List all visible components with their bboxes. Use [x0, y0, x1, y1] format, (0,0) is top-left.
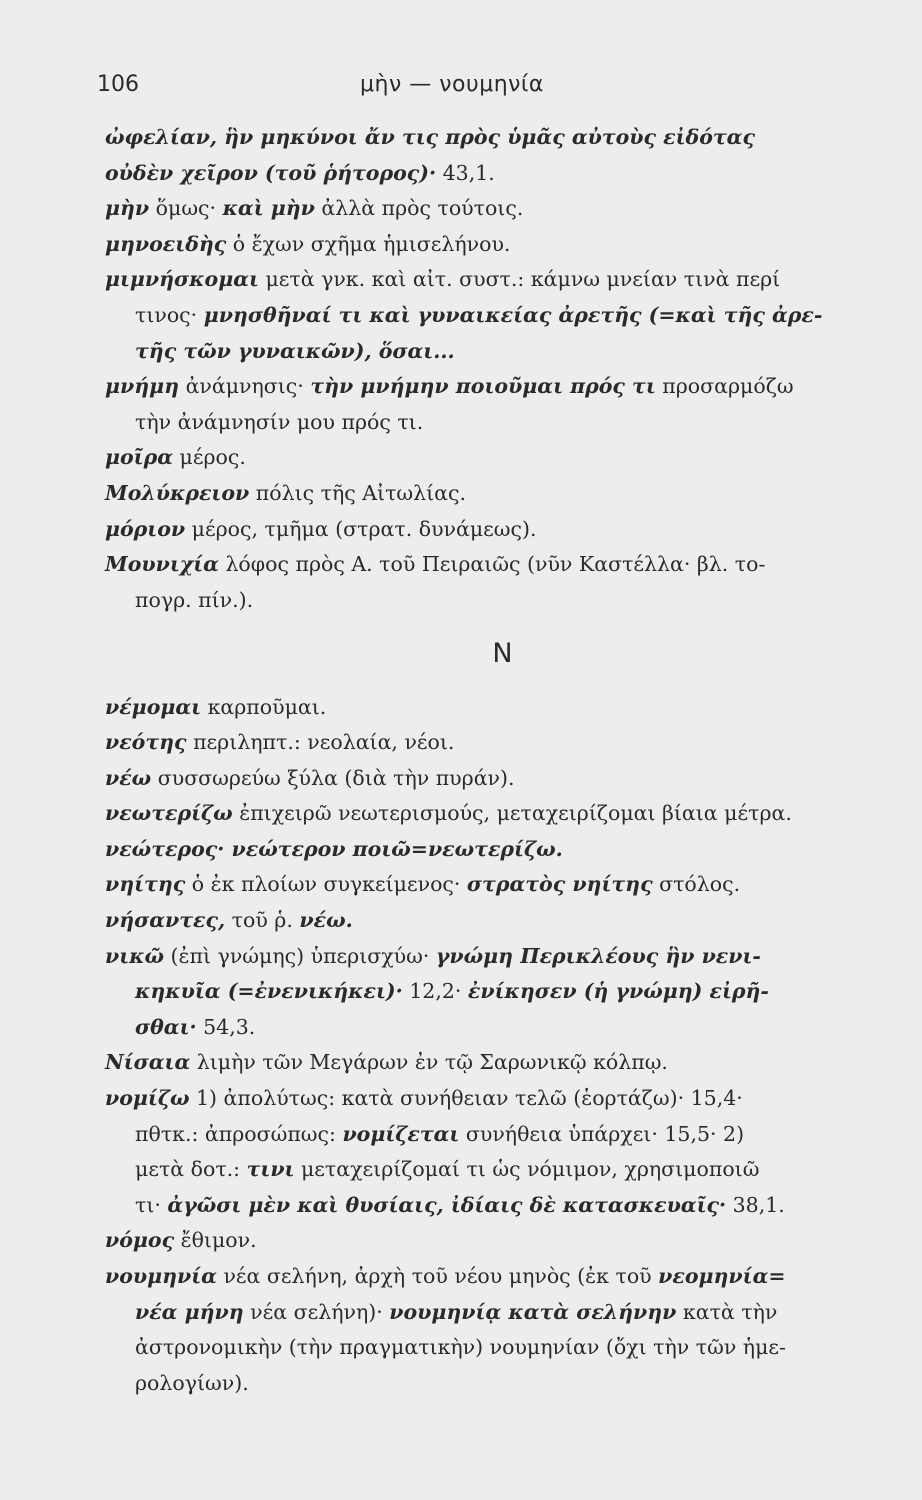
definition: συνήθεια ὑπάρχει· 15,5· 2): [459, 1121, 745, 1146]
example: μνησθῆναί τι καὶ γυναικείας ἀρετῆς (=καὶ τῆς ἀρε-: [203, 302, 823, 327]
entry-continuation: [105, 298, 875, 334]
example: νέα μήνη: [135, 1299, 244, 1324]
entry-neoterizo: [105, 796, 875, 832]
dictionary-body: [105, 120, 875, 1401]
example: νομίζεται: [342, 1121, 460, 1146]
definition: καρποῦμαι.: [201, 694, 327, 719]
entry-continuation: [105, 405, 875, 441]
definition: λόφος πρὸς Α. τοῦ Πειραιῶς (νῦν Καστέλλα· βλ. το-: [218, 552, 766, 577]
entry-neoteros: [105, 832, 875, 868]
definition: ὁ ἐκ πλοίων συγκείμενος·: [185, 872, 467, 897]
example: ἀγῶσι μὲν καὶ θυσίαις, ἰδίαις δὲ κατασκευαῖς·: [167, 1192, 727, 1217]
headword: νεώτερος· νεώτερον ποιῶ=νεωτερίζω.: [105, 836, 563, 861]
definition: ὁ ἔχων σχῆμα ἡμισελήνου.: [226, 231, 511, 256]
entry-continuation: [105, 1010, 875, 1046]
reference: 38,1.: [726, 1192, 785, 1217]
entry-neo: [105, 761, 875, 797]
example: στρατὸς νηίτης: [466, 872, 653, 897]
headword: μὴν: [105, 196, 150, 221]
definition: λιμὴν τῶν Μεγάρων ἐν τῷ Σαρωνικῷ κόλπῳ.: [190, 1050, 668, 1075]
entry-continuation: [105, 1330, 875, 1366]
headword: νουμηνία: [105, 1264, 217, 1288]
headword: νικῶ: [105, 943, 165, 968]
example: γνώμη Περικλέους ἣν νενι-: [435, 943, 761, 968]
headword: νομίζω: [105, 1086, 190, 1111]
entry-moira: [105, 440, 875, 476]
entry-nemomai: [105, 690, 875, 726]
entry-mimneskomai: [105, 262, 875, 298]
definition: τὴν ἀνάμνησίν μου πρός τι.: [135, 409, 424, 434]
headword: μιμνήσκομαι: [105, 267, 259, 292]
example: νεομηνία=: [658, 1264, 786, 1288]
entry-continuation: [105, 120, 875, 156]
entry-molykreion: [105, 476, 875, 512]
headword: μνήμη: [105, 374, 180, 399]
page-number: 106: [97, 72, 139, 97]
term-italic: ὠφελίαν, ἣν μηκύνοι ἄν τις πρὸς ὑμᾶς αὐτοὺς εἰδότας: [105, 125, 755, 149]
headword: μόριον: [105, 516, 186, 541]
entry-continuation: [105, 1152, 875, 1188]
entry-niko: [105, 939, 875, 975]
entry-mneme: [105, 369, 875, 405]
definition: πόλις τῆς Αἰτωλίας.: [249, 480, 467, 505]
definition: μετὰ δοτ.:: [135, 1157, 247, 1182]
headword: νεωτερίζω: [105, 801, 233, 826]
entry-continuation: [105, 334, 875, 370]
entry-nomos: [105, 1223, 875, 1259]
headword: νόμος: [105, 1228, 175, 1253]
entry-neites: [105, 867, 875, 903]
example: νέω.: [299, 908, 353, 933]
headword: μηνοειδὴς: [105, 231, 227, 256]
headword: νεότης: [105, 730, 187, 755]
example: κηκυῖα (=ἐνενικήκει)·: [135, 979, 403, 1004]
definition: ἐπιχειρῶ νεωτερισμούς, μεταχειρίζομαι βίαια μέτρα.: [232, 801, 792, 826]
example: σθαι·: [135, 1014, 197, 1039]
headword: Μουνιχία: [105, 552, 219, 577]
headword: Μολύκρειον: [105, 480, 250, 505]
definition: μετὰ γνκ. καὶ αἰτ. συστ.: κάμνω μνείαν τινὰ περί: [258, 267, 781, 292]
entry-continuation: [105, 1188, 875, 1224]
entry-morion: [105, 512, 875, 548]
reference: 43,1.: [436, 160, 495, 185]
definition: νέα σελήνη, ἀρχὴ τοῦ νέου μηνὸς (ἐκ τοῦ: [216, 1264, 659, 1288]
entry-continuation: [105, 1117, 875, 1153]
definition: μέρος.: [173, 445, 246, 470]
term-italic: οὐδὲν χεῖρον (τοῦ ῥήτορος)·: [105, 160, 437, 185]
headword: νέω: [105, 765, 152, 790]
definition: προσαρμόζω: [655, 374, 794, 399]
definition: ἔθιμον.: [174, 1228, 257, 1253]
definition: περιληπτ.: νεολαία, νέοι.: [186, 730, 455, 755]
entry-nomizo: [105, 1081, 875, 1117]
definition: ἀνάμνησις·: [179, 374, 311, 399]
definition: μέρος, τμῆμα (στρατ. δυνάμεως).: [185, 516, 537, 541]
entry-neotes: [105, 725, 875, 761]
definition: νέα σελήνη)·: [243, 1299, 390, 1324]
entry-nesantes: [105, 903, 875, 939]
definition: κατὰ τὴν: [676, 1299, 778, 1324]
reference: 54,3.: [196, 1014, 256, 1039]
entry-continuation: [105, 583, 875, 619]
definition: πθτκ.: ἀπροσώπως:: [135, 1121, 343, 1146]
entry-continuation: [105, 974, 875, 1010]
definition: ἀλλὰ πρὸς τούτοις.: [314, 196, 524, 221]
definition: τι·: [135, 1192, 168, 1217]
running-head: μὴν — νουμηνία: [360, 72, 544, 97]
definition: τοῦ ῥ.: [225, 908, 300, 933]
example: τὴν μνήμην ποιοῦμαι πρός τι: [310, 374, 656, 399]
example: τῆς τῶν γυναικῶν), ὅσαι...: [135, 338, 455, 363]
entry-continuation: [105, 1295, 875, 1331]
definition: μεταχειρίζομαί τι ὡς νόμιμον, χρησιμοποιῶ: [294, 1157, 760, 1182]
definition: ρολογίων).: [135, 1370, 249, 1395]
reference: 12,2·: [402, 979, 468, 1004]
entry-continuation: [105, 1366, 875, 1402]
definition: τινος·: [135, 302, 204, 327]
example: νουμηνίᾳ κατὰ σελήνην: [389, 1299, 677, 1324]
headword: νέμομαι: [105, 694, 202, 719]
definition: ἀστρονομικὴν (τὴν πραγματικὴν) νουμηνίαν (ὄχι τὴν τῶν ἡμε-: [135, 1335, 786, 1360]
definition: συσσωρεύω ξύλα (διὰ τὴν πυράν).: [151, 765, 515, 790]
example: καὶ μὴν: [222, 196, 315, 221]
entry-mounichia: [105, 547, 875, 583]
example: τινι: [246, 1157, 295, 1182]
headword: νήσαντες,: [105, 908, 226, 933]
definition: πογρ. πίν.).: [135, 587, 254, 612]
definition: ὅμως·: [149, 196, 223, 221]
headword: Νίσαια: [105, 1050, 191, 1075]
headword: μοῖρα: [105, 445, 174, 470]
section-letter: Ν: [492, 638, 513, 670]
definition: στόλος.: [652, 872, 741, 897]
entry-men: [105, 191, 875, 227]
entry-menoeides: [105, 227, 875, 263]
definition: 1) ἀπολύτως: κατὰ συνήθειαν τελῶ (ἑορτάζω)· 15,4·: [189, 1086, 743, 1111]
entry-noumenia: [105, 1259, 875, 1295]
definition: (ἐπὶ γνώμης) ὑπερισχύω·: [164, 943, 436, 968]
entry-nisaia: [105, 1045, 875, 1081]
example: ἐνίκησεν (ἡ γνώμη) εἰρῆ-: [467, 979, 769, 1004]
entry-continuation: [105, 156, 875, 192]
headword: νηίτης: [105, 872, 186, 897]
